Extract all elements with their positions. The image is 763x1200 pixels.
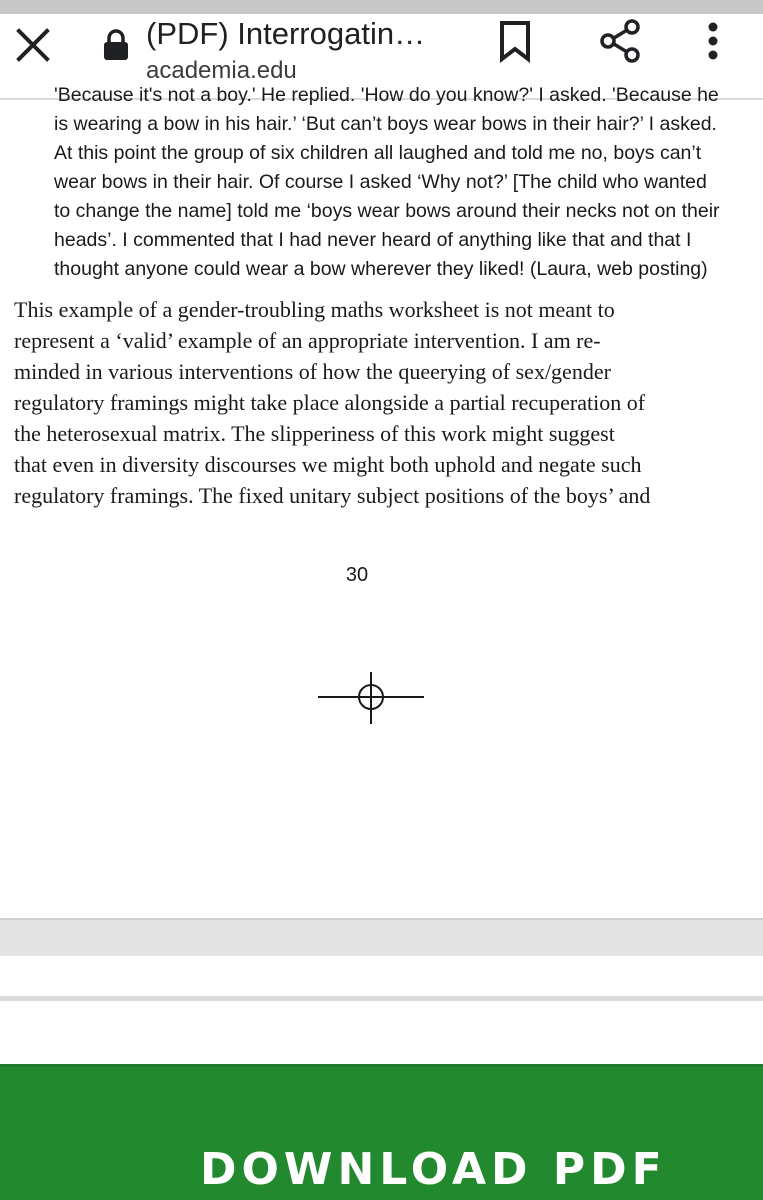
quote-line: wear bows in their hair. Of course I asked ‘Why not?’ [The child who wanted: [54, 171, 707, 193]
download-pdf-label: DOWNLOAD PDF: [200, 1144, 667, 1195]
body-line: This example of a gender-troubling maths worksheet is not meant to: [14, 297, 615, 322]
next-page-area: [0, 956, 763, 996]
bookmark-icon: [498, 20, 532, 62]
page-number: 30: [345, 564, 369, 586]
bookmark-button[interactable]: [490, 16, 540, 66]
body-line: that even in diversity discourses we might both uphold and negate such: [14, 452, 642, 477]
page-title: (PDF) Interrogatin…: [146, 16, 426, 51]
more-vert-icon: [706, 21, 720, 61]
download-pdf-button[interactable]: [0, 1064, 763, 1200]
body-line: regulatory framings might take place alongside a partial recuperation of: [14, 390, 646, 415]
quote-line: thought anyone could wear a bow wherever they liked! (Laura, web posting): [54, 258, 708, 280]
page-domain: academia.edu: [146, 57, 297, 84]
body-line: minded in various interventions of how the queerying of sex/gender: [14, 359, 611, 384]
body-line: the heterosexual matrix. The slipperiness of this work might suggest: [14, 421, 615, 446]
quote-line-cut: 'Because it's not a boy.' He replied. 'How do you know?' I asked. 'Because he: [54, 84, 719, 106]
share-icon: [598, 18, 642, 64]
crop-mark-icon: [316, 670, 426, 726]
pdf-page[interactable]: [0, 84, 763, 918]
quote-line: is wearing a bow in his hair.’ ‘But can’t boys wear bows in their hair?’ I asked.: [54, 113, 717, 135]
share-button[interactable]: [594, 16, 646, 66]
quote-line: At this point the group of six children all laughed and told me no, boys can’t: [54, 142, 702, 164]
body-line: represent a ‘valid’ example of an appropriate intervention. I am re-: [14, 328, 601, 353]
quote-line: heads’. I commented that I had never heard of anything like that and that I: [54, 229, 692, 251]
page-separator-line: [0, 996, 763, 1001]
status-bar: [0, 0, 763, 14]
close-icon: [15, 27, 51, 63]
close-button[interactable]: [10, 22, 56, 68]
page-separator: [0, 918, 763, 956]
body-line: regulatory framings. The fixed unitary subject positions of the boys’ and: [14, 483, 651, 508]
quote-line: to change the name] told me ‘boys wear bows around their necks not on their: [54, 200, 720, 222]
more-options-button[interactable]: [692, 16, 734, 66]
lock-icon: [96, 22, 136, 68]
